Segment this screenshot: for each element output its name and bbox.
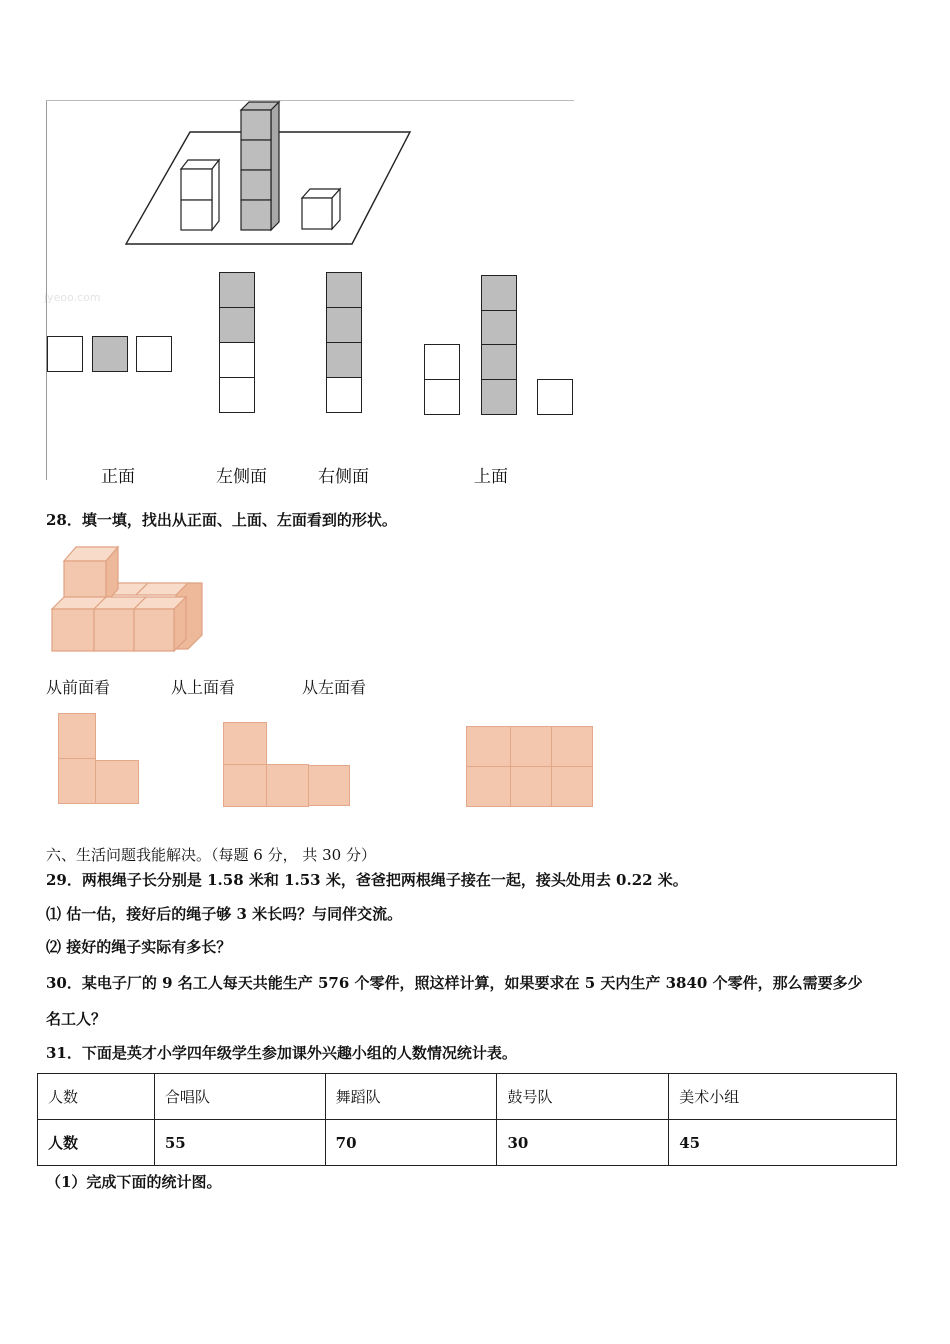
frame-left-line: [46, 100, 47, 480]
peach-square: [266, 764, 309, 807]
q30-line2: 名工人？: [46, 1010, 107, 1028]
q31-sub1: （1）完成下面的统计图。: [46, 1173, 222, 1191]
peach-square: [308, 765, 350, 806]
left-view-square: [219, 272, 255, 308]
section-6-heading: 六、生活问题我能解决。（每题 6 分， 共 30 分）: [46, 846, 376, 864]
peach-square: [510, 766, 552, 807]
top-view-square: [481, 310, 517, 346]
peach-square: [551, 726, 593, 767]
left-view-square: [219, 377, 255, 413]
top-view-square: [424, 344, 460, 380]
q28-label-top: 从上面看: [171, 678, 236, 697]
peach-square: [510, 726, 552, 767]
right-view-square: [326, 342, 362, 378]
front-view-square: [47, 336, 83, 372]
q28-title: 28．填一填，找出从正面、上面、左面看到的形状。: [46, 511, 397, 529]
top-view-square: [481, 379, 517, 415]
q29-sub1: ⑴ 估一估，接好后的绳子够 3 米长吗？与同伴交流。: [46, 905, 403, 923]
left-view-square: [219, 307, 255, 343]
table-row: [38, 1120, 897, 1166]
q30-line1: 30．某电子厂的 9 名工人每天共能生产 576 个零件，照这样计算，如果要求在 5 天内生产 3840 个零件，那么需要多少: [46, 974, 863, 992]
table-cell: 舞蹈队: [325, 1074, 497, 1120]
table-cell: 55: [154, 1120, 325, 1166]
top-view-square: [481, 344, 517, 380]
table-cell: 鼓号队: [497, 1074, 669, 1120]
label-left-side: 左侧面: [216, 467, 267, 487]
peach-square: [223, 722, 267, 765]
table-header-row: [38, 1074, 897, 1120]
peach-square: [95, 760, 139, 804]
interest-group-table: [37, 1073, 897, 1166]
peach-square: [58, 758, 96, 804]
watermark: jyeoo.com: [44, 291, 101, 304]
top-view-square: [481, 275, 517, 311]
right-view-square: [326, 272, 362, 308]
peach-square: [223, 764, 267, 807]
peach-square: [466, 766, 511, 807]
label-top: 上面: [474, 467, 508, 487]
table-cell: 45: [669, 1120, 897, 1166]
left-view-square: [219, 342, 255, 378]
table-cell: 70: [325, 1120, 497, 1166]
peach-square: [58, 713, 96, 759]
q29-text: 29．两根绳子长分别是 1.58 米和 1.53 米，爸爸把两根绳子接在一起，接头处用去 0.22 米。: [46, 871, 688, 889]
table-cell: 人数: [38, 1074, 155, 1120]
table-cell: 30: [497, 1120, 669, 1166]
right-view-square: [326, 307, 362, 343]
peach-square: [466, 726, 511, 767]
front-view-square: [136, 336, 172, 372]
table-cell: 人数: [38, 1120, 155, 1166]
peach-square: [551, 766, 593, 807]
right-view-square: [326, 377, 362, 413]
top-view-square: [537, 379, 573, 415]
q31-title: 31．下面是英才小学四年级学生参加课外兴趣小组的人数情况统计表。: [46, 1044, 517, 1062]
cube-arrangement-3d: [120, 100, 420, 250]
q29-sub2: ⑵ 接好的绳子实际有多长？: [46, 938, 232, 956]
label-right-side: 右侧面: [318, 467, 369, 487]
table-cell: 合唱队: [154, 1074, 325, 1120]
table-cell: 美术小组: [669, 1074, 897, 1120]
label-front: 正面: [101, 467, 135, 487]
front-view-square: [92, 336, 128, 372]
peach-cubes-3d: [50, 545, 210, 657]
q28-label-left: 从左面看: [302, 678, 367, 697]
q28-label-front: 从前面看: [46, 678, 111, 697]
top-view-square: [424, 379, 460, 415]
